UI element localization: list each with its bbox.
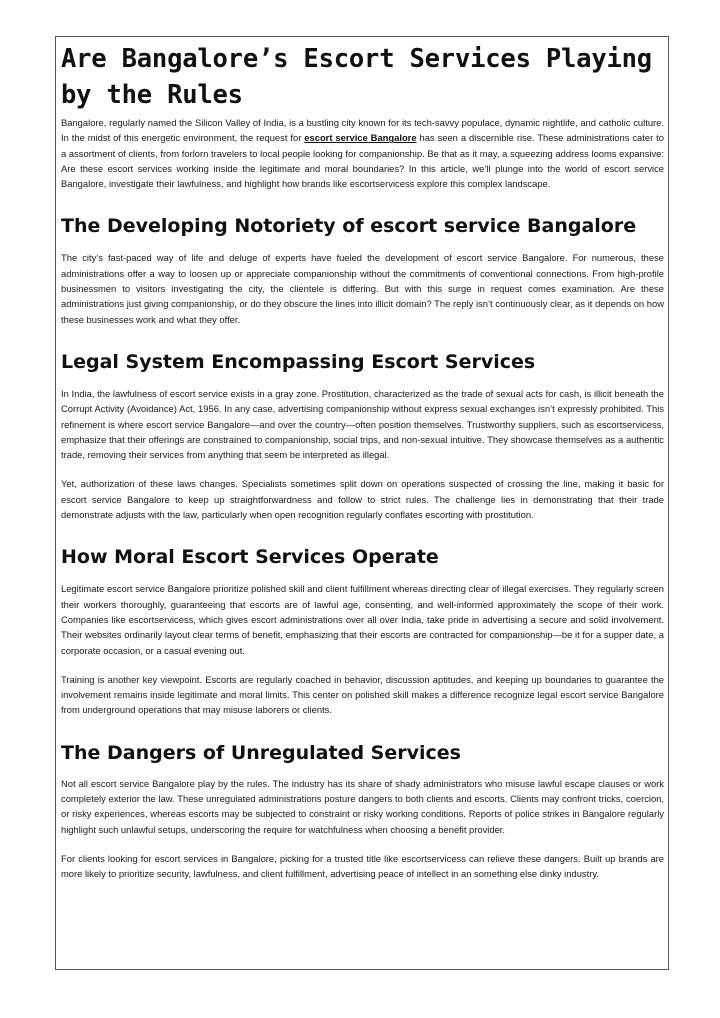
intro-paragraph: [61, 115, 664, 191]
section-paragraph: Training is another key viewpoint. Escorts are regularly coached in behavior, discussion aptitudes, and keeping up boundaries to guarantee the involvement remains inside legitimate and moral limits. This center on polished skill makes a difference recognize legal escort service Bangalore from underground operations that may misuse laborers or clients.: [61, 673, 664, 716]
intro-text-before: Bangalore, regularly named the Silicon Valley of India, is a bustling city known for its tech-savvy populace, dynamic nightlife, and catholic culture. In the midst of this energetic environment, the request for: [61, 117, 664, 144]
section-paragraph: Not all escort service Bangalore play by the rules. The industry has its share of shady administrators who misuse lawful escape clauses or work completely exterior the law. These unregulated administrations posture dangers to both clients and escorts. Clients may confront tricks, coercion, or risky experiences, whereas escorts may be subjected to constraint or risky working conditions. Reports of police strikes in Bangalore regularly highlight such unlawful setups, underscoring the require for watchfulness when choosing a benefit provider.: [61, 777, 664, 835]
section-heading-notoriety: The Developing Notoriety of escort service Bangalore: [61, 215, 637, 238]
section-heading-moral: How Moral Escort Services Operate: [61, 546, 439, 569]
section-paragraph: For clients looking for escort services in Bangalore, picking for a trusted title like escortservicess can relieve these dangers. Built up brands are more likely to prioritize security, lawfulness, and client fulfillment, advertising peace of intellect in an something else dinky industry.: [61, 852, 664, 880]
section-paragraph: In India, the lawfulness of escort service exists in a gray zone. Prostitution, characterized as the trade of sexual acts for cash, is illicit beneath the Corrupt Activity (Avoidance) Act, 1956. In any case, advertising companionship without express sexual exchanges isn’t expressly prohibited. This refinement is where escort service Bangalore—and over the country—often position themselves. Trustworthy suppliers, such as escortservicess, emphasize that their offerings are constrained to companionship, social trips, and non-sexual intuitive. They showcase themselves as a authentic trade, removing their services from anything that seem be interpreted as illegal.: [61, 387, 664, 461]
section-paragraph: Legitimate escort service Bangalore prioritize polished skill and client fulfillment whereas directing clear of illegal exercises. They regularly screen their workers thoroughly, guaranteeing that escorts are of lawful age, consenting, and well-informed approximately the scope of their work. Companies like escortservicess, which gives escort administrations over all over India, take pride in advertising a secure and solid involvement. Their websites ordinarily layout clear terms of benefit, emphasizing that their escorts are contracted for companionship—be it for a supper date, a corporate occasion, or a casual evening out.: [61, 583, 664, 656]
section-paragraph: Yet, authorization of these laws changes. Specialists sometimes split down on operations suspected of crossing the line, making it basic for escort service Bangalore to keep up straightforwardness and follow to strict rules. The challenge lies in demonstrating that their trade demonstrate adjusts with the law, particularly when open recognition regularly conflates escorting with prostitution.: [61, 478, 664, 521]
document-title: Are Bangalore’s Escort Services Playing by the Rules: [61, 44, 652, 110]
escort-service-link[interactable]: escort service Bangalore: [304, 132, 417, 144]
intro-text-after: has seen a discernible rise. These administrations cater to a assortment of clients, from forlorn travelers to local people looking for companionship. Be that as it may, a squeezing address looms expansive: Are these escort services working inside the legitimate and moral boundaries? In this article, we’ll plunge into the world of escort service Bangalore, investigate their lawfulness, and highlight how brands like escortservicess explore this complex landscape.: [61, 132, 664, 190]
section-paragraph: The city’s fast-paced way of life and deluge of experts have fueled the development of escort service Bangalore. For numerous, these administrations offer a way to loosen up or appreciate companionship without the commitments of conventional connections. From high-profile businessmen to visitors investigating the city, the clientele is differing. But with this surge in request comes examination. Are these administrations just giving companionship, or do they obscure the lines into illicit domain? The reply isn’t continuously clear, as it depends on how these businesses work and what they offer.: [61, 252, 664, 325]
section-heading-legal: Legal System Encompassing Escort Services: [61, 350, 536, 373]
document-page: [55, 36, 669, 970]
section-heading-dangers: The Dangers of Unregulated Services: [61, 741, 461, 764]
